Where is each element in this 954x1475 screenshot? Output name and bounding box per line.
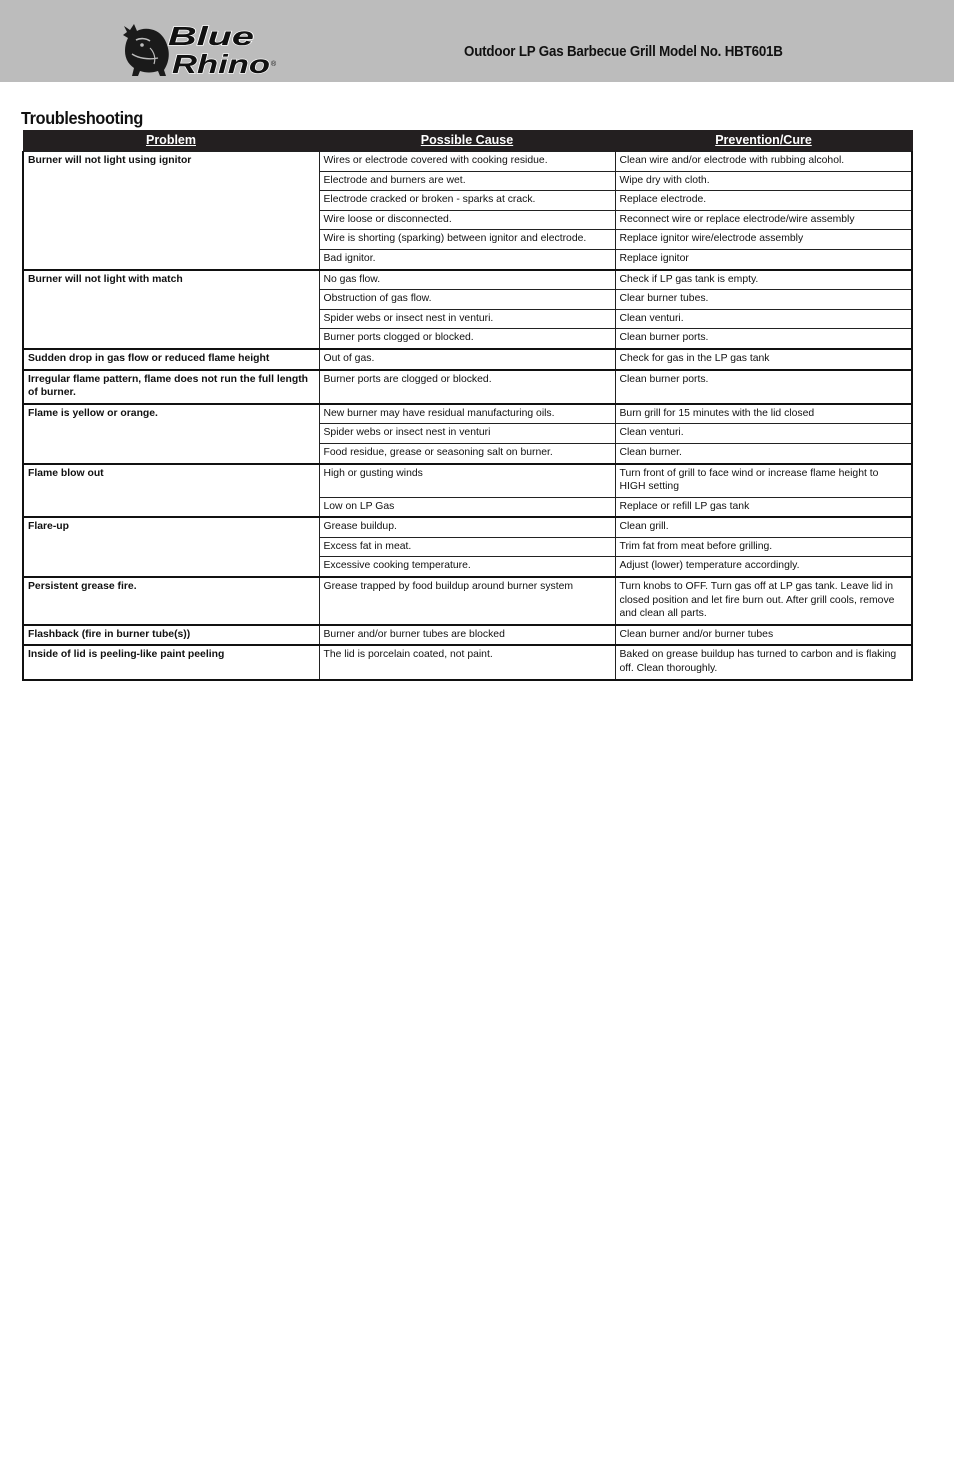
remedy-cell: Clean venturi. (615, 424, 912, 444)
problem-cell: Burner will not light with match (23, 270, 319, 349)
remedy-cell: Clean grill. (615, 517, 912, 537)
table-row (23, 517, 912, 537)
cause-cell: Electrode cracked or broken - sparks at crack. (319, 191, 615, 211)
cause-cell: Excessive cooking temperature. (319, 557, 615, 577)
cause-cell: Obstruction of gas flow. (319, 290, 615, 310)
remedy-cell: Clean venturi. (615, 309, 912, 329)
table-row (23, 152, 912, 172)
table-row (23, 349, 912, 370)
cause-cell: Low on LP Gas (319, 497, 615, 517)
remedy-cell: Clean wire and/or electrode with rubbing alcohol. (615, 152, 912, 172)
cause-cell: The lid is porcelain coated, not paint. (319, 645, 615, 679)
cause-cell: Grease buildup. (319, 517, 615, 537)
remedy-cell: Clean burner ports. (615, 329, 912, 349)
table-row (23, 270, 912, 290)
table-row (23, 404, 912, 424)
registered-mark: ® (271, 61, 277, 68)
table-row (23, 370, 912, 404)
problem-group (23, 370, 912, 404)
cause-cell: Excess fat in meat. (319, 537, 615, 557)
remedy-cell: Trim fat from meat before grilling. (615, 537, 912, 557)
remedy-cell: Clean burner and/or burner tubes (615, 625, 912, 646)
problem-group (23, 625, 912, 646)
problem-cell: Burner will not light using ignitor (23, 152, 319, 270)
cause-cell: Grease trapped by food buildup around burner system (319, 577, 615, 625)
remedy-cell: Clean burner. (615, 443, 912, 463)
remedy-cell: Check for gas in the LP gas tank (615, 349, 912, 370)
header-prevention-cure: Prevention/Cure (615, 130, 912, 152)
remedy-cell: Turn knobs to OFF. Turn gas off at LP gas tank. Leave lid in closed position and let fire burn out. After grill cools, remove and clean all parts. (615, 577, 912, 625)
cause-cell: Wire loose or disconnected. (319, 210, 615, 230)
cause-cell: Burner ports clogged or blocked. (319, 329, 615, 349)
section-title: Troubleshooting (21, 108, 143, 128)
remedy-cell: Replace ignitor wire/electrode assembly (615, 230, 912, 250)
cause-cell: Electrode and burners are wet. (319, 171, 615, 191)
problem-cell: Flame blow out (23, 464, 319, 518)
problem-group (23, 645, 912, 679)
header-possible-cause: Possible Cause (319, 130, 615, 152)
remedy-cell: Replace electrode. (615, 191, 912, 211)
rhino-icon (123, 24, 169, 76)
table-header-row (23, 130, 912, 152)
remedy-cell: Adjust (lower) temperature accordingly. (615, 557, 912, 577)
problem-cell: Flashback (fire in burner tube(s)) (23, 625, 319, 646)
cause-cell: New burner may have residual manufacturing oils. (319, 404, 615, 424)
header-problem: Problem (23, 130, 319, 152)
problem-group (23, 349, 912, 370)
problem-group (23, 404, 912, 464)
problem-cell: Irregular flame pattern, flame does not run the full length of burner. (23, 370, 319, 404)
page-header (0, 0, 954, 82)
document-title: Outdoor LP Gas Barbecue Grill Model No. HBT601B (464, 44, 783, 60)
brand-line2: Rhino (172, 49, 271, 79)
problem-group (23, 577, 912, 625)
table-row (23, 645, 912, 679)
problem-group (23, 464, 912, 518)
problem-group (23, 517, 912, 577)
cause-cell: Food residue, grease or seasoning salt on burner. (319, 443, 615, 463)
remedy-cell: Reconnect wire or replace electrode/wire assembly (615, 210, 912, 230)
cause-cell: Burner and/or burner tubes are blocked (319, 625, 615, 646)
brand-line1: Blue (168, 21, 254, 51)
cause-cell: Bad ignitor. (319, 249, 615, 269)
remedy-cell: Turn front of grill to face wind or increase flame height to HIGH setting (615, 464, 912, 498)
cause-cell: Burner ports are clogged or blocked. (319, 370, 615, 404)
troubleshooting-table (22, 130, 913, 681)
table-row (23, 577, 912, 625)
remedy-cell: Baked on grease buildup has turned to carbon and is flaking off. Clean thoroughly. (615, 645, 912, 679)
cause-cell: Wire is shorting (sparking) between ignitor and electrode. (319, 230, 615, 250)
cause-cell: High or gusting winds (319, 464, 615, 498)
cause-cell: Out of gas. (319, 349, 615, 370)
problem-group (23, 270, 912, 349)
table-header (23, 130, 912, 152)
problem-cell: Inside of lid is peeling-like paint peeling (23, 645, 319, 679)
problem-group (23, 152, 912, 270)
remedy-cell: Clean burner ports. (615, 370, 912, 404)
cause-cell: Spider webs or insect nest in venturi (319, 424, 615, 444)
remedy-cell: Clear burner tubes. (615, 290, 912, 310)
remedy-cell: Burn grill for 15 minutes with the lid closed (615, 404, 912, 424)
blue-rhino-logo (120, 18, 280, 80)
table-row (23, 625, 912, 646)
cause-cell: Wires or electrode covered with cooking residue. (319, 152, 615, 172)
remedy-cell: Check if LP gas tank is empty. (615, 270, 912, 290)
table-row (23, 464, 912, 498)
remedy-cell: Replace or refill LP gas tank (615, 497, 912, 517)
cause-cell: No gas flow. (319, 270, 615, 290)
problem-cell: Persistent grease fire. (23, 577, 319, 625)
remedy-cell: Wipe dry with cloth. (615, 171, 912, 191)
problem-cell: Flame is yellow or orange. (23, 404, 319, 464)
problem-cell: Flare-up (23, 517, 319, 577)
cause-cell: Spider webs or insect nest in venturi. (319, 309, 615, 329)
remedy-cell: Replace ignitor (615, 249, 912, 269)
problem-cell: Sudden drop in gas flow or reduced flame height (23, 349, 319, 370)
